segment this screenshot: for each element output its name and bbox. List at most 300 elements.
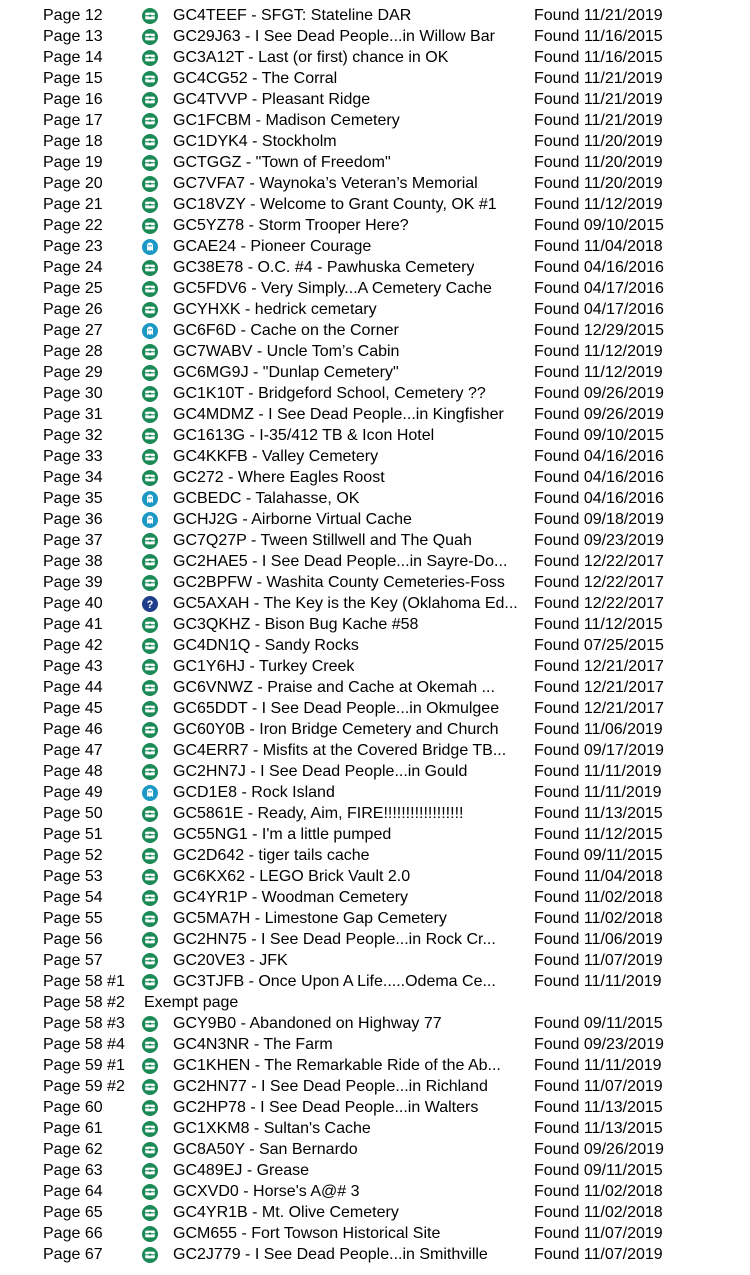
traditional-cache-icon bbox=[142, 344, 158, 360]
list-item bbox=[0, 299, 750, 320]
page-number: Page 29 bbox=[43, 364, 103, 381]
page-number: Page 67 bbox=[43, 1246, 103, 1263]
traditional-cache-icon bbox=[142, 680, 158, 696]
traditional-cache-icon bbox=[142, 701, 158, 717]
list-item bbox=[0, 1076, 750, 1097]
page-number: Page 43 bbox=[43, 658, 103, 675]
page-number: Page 47 bbox=[43, 742, 103, 759]
page-number: Page 16 bbox=[43, 91, 103, 108]
found-date: Found 04/16/2016 bbox=[534, 469, 664, 486]
cache-name: GC4DN1Q - Sandy Rocks bbox=[173, 637, 359, 654]
page-number: Page 58 #2 bbox=[43, 994, 125, 1011]
cache-name: GC489EJ - Grease bbox=[173, 1162, 310, 1179]
found-date: Found 09/10/2015 bbox=[534, 427, 664, 444]
page-number: Page 19 bbox=[43, 154, 103, 171]
list-item bbox=[0, 509, 750, 530]
traditional-cache-icon bbox=[142, 806, 158, 822]
list-item bbox=[0, 614, 750, 635]
page-number: Page 15 bbox=[43, 70, 103, 87]
page-number: Page 26 bbox=[43, 301, 103, 318]
page-number: Page 46 bbox=[43, 721, 103, 738]
list-item bbox=[0, 194, 750, 215]
traditional-cache-icon bbox=[142, 470, 158, 486]
page-number: Page 34 bbox=[43, 469, 103, 486]
page-number: Page 63 bbox=[43, 1162, 103, 1179]
cache-name: GC4TVVP - Pleasant Ridge bbox=[173, 91, 371, 108]
cache-name: GC6MG9J - "Dunlap Cemetery" bbox=[173, 364, 399, 381]
cache-name: GC2HN7J - I See Dead People...in Gould bbox=[173, 763, 468, 780]
traditional-cache-icon bbox=[142, 869, 158, 885]
list-item bbox=[0, 551, 750, 572]
page-number: Page 58 #4 bbox=[43, 1036, 125, 1053]
found-date: Found 11/13/2015 bbox=[534, 805, 663, 822]
list-item bbox=[0, 845, 750, 866]
page-number: Page 42 bbox=[43, 637, 103, 654]
traditional-cache-icon bbox=[142, 1100, 158, 1116]
page-number: Page 27 bbox=[43, 322, 103, 339]
found-date: Found 09/11/2015 bbox=[534, 1162, 663, 1179]
found-date: Found 09/26/2019 bbox=[534, 406, 664, 423]
page-number: Page 33 bbox=[43, 448, 103, 465]
page-number: Page 35 bbox=[43, 490, 103, 507]
found-date: Found 09/26/2019 bbox=[534, 1141, 664, 1158]
found-date: Found 11/20/2019 bbox=[534, 133, 663, 150]
found-date: Found 11/12/2015 bbox=[534, 616, 663, 633]
cache-name: GC1613G - I-35/412 TB & Icon Hotel bbox=[173, 427, 435, 444]
page-number: Page 32 bbox=[43, 427, 103, 444]
cache-name: GC8A50Y - San Bernardo bbox=[173, 1141, 358, 1158]
found-date: Found 04/16/2016 bbox=[534, 490, 664, 507]
page-number: Page 25 bbox=[43, 280, 103, 297]
cache-name: GC2J779 - I See Dead People...in Smithville bbox=[173, 1246, 488, 1263]
found-date: Found 11/04/2018 bbox=[534, 238, 663, 255]
cache-name: GC4N3NR - The Farm bbox=[173, 1036, 333, 1053]
page-number: Page 53 bbox=[43, 868, 103, 885]
list-item bbox=[0, 47, 750, 68]
found-date: Found 11/21/2019 bbox=[534, 112, 663, 129]
found-date: Found 04/16/2016 bbox=[534, 259, 664, 276]
list-item bbox=[0, 362, 750, 383]
cache-name: GC65DDT - I See Dead People...in Okmulgee bbox=[173, 700, 500, 717]
list-item bbox=[0, 929, 750, 950]
traditional-cache-icon bbox=[142, 428, 158, 444]
page-number: Page 31 bbox=[43, 406, 103, 423]
page-number: Page 41 bbox=[43, 616, 103, 633]
list-item bbox=[0, 1118, 750, 1139]
cache-name: GC5861E - Ready, Aim, FIRE!!!!!!!!!!!!!!!!!! bbox=[173, 805, 464, 822]
traditional-cache-icon bbox=[142, 8, 158, 24]
page-number: Page 64 bbox=[43, 1183, 103, 1200]
cache-name: GC4ERR7 - Misfits at the Covered Bridge TB... bbox=[173, 742, 507, 759]
found-date: Found 11/12/2019 bbox=[534, 343, 663, 360]
found-date: Found 12/21/2017 bbox=[534, 658, 664, 675]
found-date: Found 11/11/2019 bbox=[534, 973, 662, 990]
traditional-cache-icon bbox=[142, 911, 158, 927]
found-date: Found 09/17/2019 bbox=[534, 742, 664, 759]
list-item bbox=[0, 593, 750, 614]
traditional-cache-icon bbox=[142, 638, 158, 654]
cache-name: GC4TEEF - SFGT: Stateline DAR bbox=[173, 7, 412, 24]
list-item bbox=[0, 992, 750, 1013]
found-date: Found 11/06/2019 bbox=[534, 931, 663, 948]
found-date: Found 12/22/2017 bbox=[534, 553, 664, 570]
found-date: Found 11/16/2015 bbox=[534, 49, 663, 66]
cache-name: GC6KX62 - LEGO Brick Vault 2.0 bbox=[173, 868, 411, 885]
page-number: Page 52 bbox=[43, 847, 103, 864]
cache-name: GC7WABV - Uncle Tom’s Cabin bbox=[173, 343, 400, 360]
cache-name: GC7VFA7 - Waynoka’s Veteran’s Memorial bbox=[173, 175, 478, 192]
found-date: Found 11/21/2019 bbox=[534, 7, 663, 24]
list-item bbox=[0, 530, 750, 551]
virtual-cache-icon bbox=[142, 239, 158, 255]
found-date: Found 11/12/2019 bbox=[534, 196, 663, 213]
list-item bbox=[0, 635, 750, 656]
cache-name: GC60Y0B - Iron Bridge Cemetery and Church bbox=[173, 721, 499, 738]
cache-name: GC4CG52 - The Corral bbox=[173, 70, 338, 87]
list-item bbox=[0, 803, 750, 824]
cache-name: GCHJ2G - Airborne Virtual Cache bbox=[173, 511, 412, 528]
virtual-cache-icon bbox=[142, 491, 158, 507]
cache-name: GC55NG1 - I'm a little pumped bbox=[173, 826, 392, 843]
cache-name: GC1DYK4 - Stockholm bbox=[173, 133, 337, 150]
found-date: Found 11/02/2018 bbox=[534, 889, 663, 906]
found-date: Found 11/02/2018 bbox=[534, 910, 663, 927]
list-item bbox=[0, 1013, 750, 1034]
found-date: Found 09/23/2019 bbox=[534, 532, 664, 549]
cache-name: GC7Q27P - Tween Stillwell and The Quah bbox=[173, 532, 472, 549]
list-item bbox=[0, 1223, 750, 1244]
virtual-cache-icon bbox=[142, 323, 158, 339]
traditional-cache-icon bbox=[142, 1037, 158, 1053]
traditional-cache-icon bbox=[142, 134, 158, 150]
page-number: Page 58 #1 bbox=[43, 973, 125, 990]
traditional-cache-icon bbox=[142, 302, 158, 318]
list-item bbox=[0, 341, 750, 362]
found-date: Found 09/11/2015 bbox=[534, 847, 663, 864]
traditional-cache-icon bbox=[142, 155, 158, 171]
found-date: Found 04/17/2016 bbox=[534, 301, 664, 318]
list-item bbox=[0, 131, 750, 152]
found-date: Found 04/17/2016 bbox=[534, 280, 664, 297]
cache-name: GCBEDC - Talahasse, OK bbox=[173, 490, 360, 507]
list-item bbox=[0, 1034, 750, 1055]
traditional-cache-icon bbox=[142, 113, 158, 129]
list-item bbox=[0, 89, 750, 110]
list-item bbox=[0, 1160, 750, 1181]
traditional-cache-icon bbox=[142, 617, 158, 633]
traditional-cache-icon bbox=[142, 50, 158, 66]
page-number: Page 57 bbox=[43, 952, 103, 969]
cache-name: GC1Y6HJ - Turkey Creek bbox=[173, 658, 355, 675]
page-number: Page 59 #1 bbox=[43, 1057, 125, 1074]
traditional-cache-icon bbox=[142, 197, 158, 213]
traditional-cache-icon bbox=[142, 1016, 158, 1032]
page-number: Page 12 bbox=[43, 7, 103, 24]
list-item bbox=[0, 1055, 750, 1076]
traditional-cache-icon bbox=[142, 659, 158, 675]
page-number: Page 24 bbox=[43, 259, 103, 276]
page-number: Page 58 #3 bbox=[43, 1015, 125, 1032]
found-date: Found 12/21/2017 bbox=[534, 700, 664, 717]
page-number: Page 40 bbox=[43, 595, 103, 612]
traditional-cache-icon bbox=[142, 1247, 158, 1263]
page-number: Page 30 bbox=[43, 385, 103, 402]
cache-name: GCYHXK - hedrick cemetary bbox=[173, 301, 377, 318]
list-item bbox=[0, 278, 750, 299]
traditional-cache-icon bbox=[142, 722, 158, 738]
list-item bbox=[0, 740, 750, 761]
page-number: Page 62 bbox=[43, 1141, 103, 1158]
list-item bbox=[0, 719, 750, 740]
page-number: Page 13 bbox=[43, 28, 103, 45]
cache-name: GC4MDMZ - I See Dead People...in Kingfisher bbox=[173, 406, 504, 423]
traditional-cache-icon bbox=[142, 974, 158, 990]
found-date: Found 11/04/2018 bbox=[534, 868, 663, 885]
traditional-cache-icon bbox=[142, 449, 158, 465]
traditional-cache-icon bbox=[142, 92, 158, 108]
page-number: Page 38 bbox=[43, 553, 103, 570]
traditional-cache-icon bbox=[142, 1205, 158, 1221]
cache-name: GC2HAE5 - I See Dead People...in Sayre-Do... bbox=[173, 553, 508, 570]
cache-name: GC20VE3 - JFK bbox=[173, 952, 288, 969]
list-item bbox=[0, 782, 750, 803]
page-number: Page 28 bbox=[43, 343, 103, 360]
cache-name: GC3A12T - Last (or first) chance in OK bbox=[173, 49, 449, 66]
list-item bbox=[0, 866, 750, 887]
found-date: Found 11/07/2019 bbox=[534, 1225, 663, 1242]
traditional-cache-icon bbox=[142, 932, 158, 948]
page-number: Page 48 bbox=[43, 763, 103, 780]
traditional-cache-icon bbox=[142, 575, 158, 591]
cache-name: GC3QKHZ - Bison Bug Kache #58 bbox=[173, 616, 419, 633]
page-number: Page 56 bbox=[43, 931, 103, 948]
exempt-label: Exempt page bbox=[144, 994, 239, 1011]
list-item bbox=[0, 677, 750, 698]
cache-name: GCAE24 - Pioneer Courage bbox=[173, 238, 372, 255]
cache-name: GC1XKM8 - Sultan's Cache bbox=[173, 1120, 371, 1137]
list-item bbox=[0, 215, 750, 236]
found-date: Found 11/11/2019 bbox=[534, 1057, 662, 1074]
found-date: Found 04/16/2016 bbox=[534, 448, 664, 465]
list-item bbox=[0, 1097, 750, 1118]
found-date: Found 11/07/2019 bbox=[534, 1246, 663, 1263]
traditional-cache-icon bbox=[142, 953, 158, 969]
list-item bbox=[0, 68, 750, 89]
list-item bbox=[0, 656, 750, 677]
page-number: Page 66 bbox=[43, 1225, 103, 1242]
page-number: Page 44 bbox=[43, 679, 103, 696]
page-number: Page 21 bbox=[43, 196, 103, 213]
traditional-cache-icon bbox=[142, 1121, 158, 1137]
list-item bbox=[0, 1202, 750, 1223]
page-number: Page 55 bbox=[43, 910, 103, 927]
traditional-cache-icon bbox=[142, 554, 158, 570]
found-date: Found 11/21/2019 bbox=[534, 91, 663, 108]
found-date: Found 09/18/2019 bbox=[534, 511, 664, 528]
list-item bbox=[0, 488, 750, 509]
found-date: Found 11/13/2015 bbox=[534, 1120, 663, 1137]
list-item bbox=[0, 971, 750, 992]
cache-name: GC18VZY - Welcome to Grant County, OK #1 bbox=[173, 196, 497, 213]
list-item bbox=[0, 1181, 750, 1202]
traditional-cache-icon bbox=[142, 764, 158, 780]
page-number: Page 20 bbox=[43, 175, 103, 192]
list-item bbox=[0, 236, 750, 257]
list-item bbox=[0, 950, 750, 971]
virtual-cache-icon bbox=[142, 785, 158, 801]
svg-text:?: ? bbox=[146, 599, 154, 612]
mystery-cache-icon bbox=[142, 596, 158, 612]
cache-name: GC2HP78 - I See Dead People...in Walters bbox=[173, 1099, 479, 1116]
found-date: Found 09/10/2015 bbox=[534, 217, 664, 234]
list-item bbox=[0, 887, 750, 908]
cache-name: GCY9B0 - Abandoned on Highway 77 bbox=[173, 1015, 442, 1032]
found-date: Found 11/02/2018 bbox=[534, 1204, 663, 1221]
page-number: Page 65 bbox=[43, 1204, 103, 1221]
page-number: Page 49 bbox=[43, 784, 103, 801]
cache-name: GCM655 - Fort Towson Historical Site bbox=[173, 1225, 441, 1242]
cache-name: GC1KHEN - The Remarkable Ride of the Ab... bbox=[173, 1057, 501, 1074]
found-date: Found 11/12/2015 bbox=[534, 826, 663, 843]
cache-name: GC6VNWZ - Praise and Cache at Okemah ... bbox=[173, 679, 495, 696]
found-date: Found 11/12/2019 bbox=[534, 364, 663, 381]
cache-name: GC2HN75 - I See Dead People...in Rock Cr... bbox=[173, 931, 496, 948]
found-date: Found 11/20/2019 bbox=[534, 175, 663, 192]
traditional-cache-icon bbox=[142, 743, 158, 759]
cache-name: GC1K10T - Bridgeford School, Cemetery ?? bbox=[173, 385, 486, 402]
found-date: Found 07/25/2015 bbox=[534, 637, 664, 654]
found-date: Found 11/16/2015 bbox=[534, 28, 663, 45]
cache-name: GC4KKFB - Valley Cemetery bbox=[173, 448, 379, 465]
found-date: Found 12/22/2017 bbox=[534, 595, 664, 612]
found-date: Found 11/21/2019 bbox=[534, 70, 663, 87]
traditional-cache-icon bbox=[142, 386, 158, 402]
found-date: Found 09/23/2019 bbox=[534, 1036, 664, 1053]
page-number: Page 36 bbox=[43, 511, 103, 528]
traditional-cache-icon bbox=[142, 260, 158, 276]
found-date: Found 09/26/2019 bbox=[534, 385, 664, 402]
traditional-cache-icon bbox=[142, 1163, 158, 1179]
page-number: Page 59 #2 bbox=[43, 1078, 125, 1095]
traditional-cache-icon bbox=[142, 176, 158, 192]
cache-name: GC272 - Where Eagles Roost bbox=[173, 469, 385, 486]
cache-name: GC38E78 - O.C. #4 - Pawhuska Cemetery bbox=[173, 259, 475, 276]
page-number: Page 17 bbox=[43, 112, 103, 129]
page-number: Page 61 bbox=[43, 1120, 103, 1137]
list-item bbox=[0, 824, 750, 845]
cache-name: GCD1E8 - Rock Island bbox=[173, 784, 335, 801]
traditional-cache-icon bbox=[142, 407, 158, 423]
list-item bbox=[0, 320, 750, 341]
page-number: Page 22 bbox=[43, 217, 103, 234]
list-item bbox=[0, 908, 750, 929]
cache-name: GC29J63 - I See Dead People...in Willow Bar bbox=[173, 28, 495, 45]
page-number: Page 18 bbox=[43, 133, 103, 150]
page-number: Page 39 bbox=[43, 574, 103, 591]
page-number: Page 60 bbox=[43, 1099, 103, 1116]
page-number: Page 14 bbox=[43, 49, 103, 66]
list-item bbox=[0, 26, 750, 47]
found-date: Found 12/29/2015 bbox=[534, 322, 664, 339]
cache-name: GC2BPFW - Washita County Cemeteries-Foss bbox=[173, 574, 505, 591]
cache-name: GC5AXAH - The Key is the Key (Oklahoma Ed... bbox=[173, 595, 518, 612]
list-item bbox=[0, 1139, 750, 1160]
cache-name: GC6F6D - Cache on the Corner bbox=[173, 322, 399, 339]
traditional-cache-icon bbox=[142, 1142, 158, 1158]
list-item bbox=[0, 404, 750, 425]
list-item bbox=[0, 173, 750, 194]
list-item bbox=[0, 698, 750, 719]
found-date: Found 11/06/2019 bbox=[534, 721, 663, 738]
cache-name: GCXVD0 - Horse's A@# 3 bbox=[173, 1183, 360, 1200]
traditional-cache-icon bbox=[142, 890, 158, 906]
found-date: Found 11/20/2019 bbox=[534, 154, 663, 171]
found-date: Found 09/11/2015 bbox=[534, 1015, 663, 1032]
list-item bbox=[0, 467, 750, 488]
found-date: Found 12/21/2017 bbox=[534, 679, 664, 696]
list-item bbox=[0, 1244, 750, 1265]
list-item bbox=[0, 425, 750, 446]
traditional-cache-icon bbox=[142, 281, 158, 297]
cache-name: GC5YZ78 - Storm Trooper Here? bbox=[173, 217, 409, 234]
traditional-cache-icon bbox=[142, 218, 158, 234]
traditional-cache-icon bbox=[142, 29, 158, 45]
traditional-cache-icon bbox=[142, 533, 158, 549]
cache-name: GC5FDV6 - Very Simply...A Cemetery Cache bbox=[173, 280, 492, 297]
found-date: Found 11/07/2019 bbox=[534, 952, 663, 969]
traditional-cache-icon bbox=[142, 848, 158, 864]
found-date: Found 11/02/2018 bbox=[534, 1183, 663, 1200]
page-number: Page 50 bbox=[43, 805, 103, 822]
traditional-cache-icon bbox=[142, 365, 158, 381]
list-item bbox=[0, 572, 750, 593]
found-date: Found 11/11/2019 bbox=[534, 784, 662, 801]
cache-name: GC4YR1B - Mt. Olive Cemetery bbox=[173, 1204, 399, 1221]
cache-name: GC4YR1P - Woodman Cemetery bbox=[173, 889, 409, 906]
cache-name: GC2D642 - tiger tails cache bbox=[173, 847, 370, 864]
found-date: Found 11/13/2015 bbox=[534, 1099, 663, 1116]
cache-name: GC1FCBM - Madison Cemetery bbox=[173, 112, 400, 129]
cache-name: GC2HN77 - I See Dead People...in Richland bbox=[173, 1078, 488, 1095]
traditional-cache-icon bbox=[142, 827, 158, 843]
traditional-cache-icon bbox=[142, 1058, 158, 1074]
list-item bbox=[0, 383, 750, 404]
virtual-cache-icon bbox=[142, 512, 158, 528]
traditional-cache-icon bbox=[142, 1226, 158, 1242]
list-item bbox=[0, 446, 750, 467]
list-item bbox=[0, 761, 750, 782]
page-number: Page 23 bbox=[43, 238, 103, 255]
cache-page-list bbox=[0, 5, 750, 1265]
cache-name: GC5MA7H - Limestone Gap Cemetery bbox=[173, 910, 447, 927]
traditional-cache-icon bbox=[142, 1184, 158, 1200]
traditional-cache-icon bbox=[142, 71, 158, 87]
cache-name: GC3TJFB - Once Upon A Life.....Odema Ce... bbox=[173, 973, 496, 990]
page-number: Page 45 bbox=[43, 700, 103, 717]
found-date: Found 11/07/2019 bbox=[534, 1078, 663, 1095]
list-item bbox=[0, 152, 750, 173]
list-item bbox=[0, 5, 750, 26]
page-number: Page 37 bbox=[43, 532, 103, 549]
list-item bbox=[0, 110, 750, 131]
list-item bbox=[0, 257, 750, 278]
traditional-cache-icon bbox=[142, 1079, 158, 1095]
page-number: Page 54 bbox=[43, 889, 103, 906]
found-date: Found 12/22/2017 bbox=[534, 574, 664, 591]
found-date: Found 11/11/2019 bbox=[534, 763, 662, 780]
page-number: Page 51 bbox=[43, 826, 103, 843]
cache-name: GCTGGZ - "Town of Freedom" bbox=[173, 154, 391, 171]
